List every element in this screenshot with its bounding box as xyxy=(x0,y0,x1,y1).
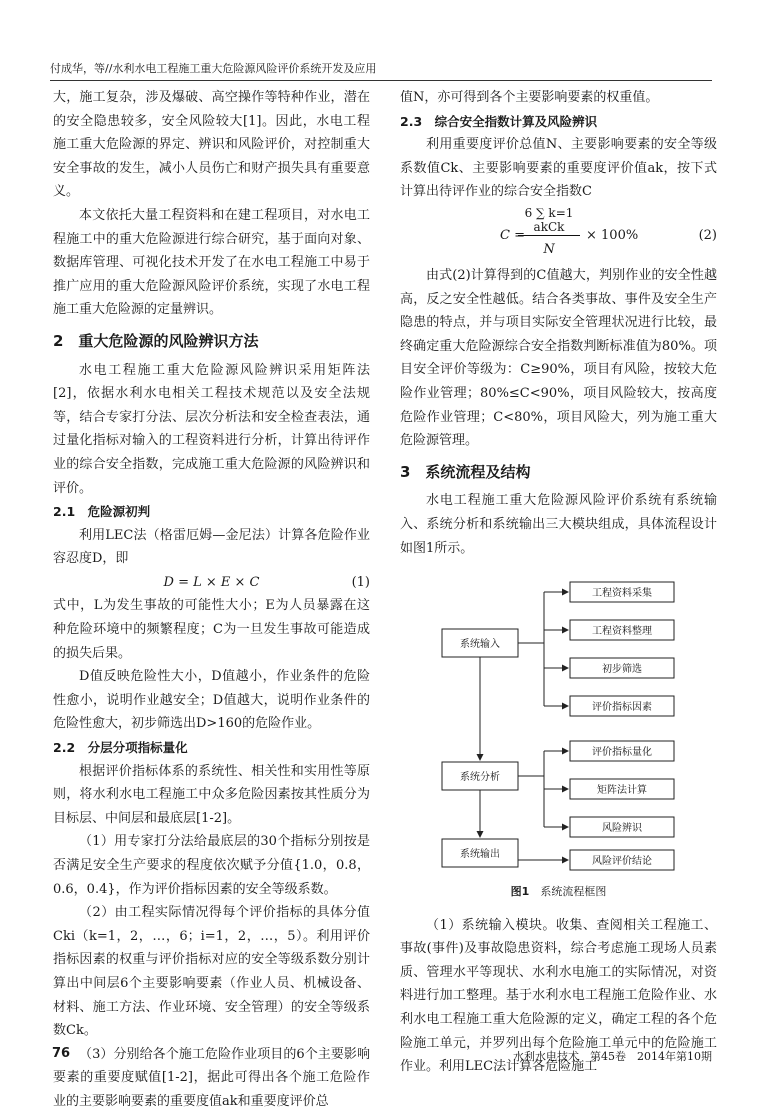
step-label: 工程资料采集 xyxy=(592,588,652,600)
paragraph: 利用重要度评价总值N、主要影响要素的安全等级系数值Ck、主要影响要素的重要度评价值ak，按下式计算出待评作业的综合安全指数C xyxy=(400,137,717,200)
subsection-heading: 2.2 分层分项指标量化 xyxy=(53,740,188,756)
step-label: 矩阵法计算 xyxy=(597,785,647,797)
fraction-bar xyxy=(518,235,580,236)
equation-1 xyxy=(53,571,370,595)
equation-2 xyxy=(400,206,717,262)
step-label: 工程资料整理 xyxy=(592,626,652,638)
equation-rhs: × 100% xyxy=(586,227,639,243)
step-label: 评价指标量化 xyxy=(592,747,652,759)
paragraph: （1）用专家打分法给最底层的30个指标分别按是否满足安全生产要求的程度依次赋予分值{1.0，0.8，0.6，0.4}，作为评价指标因素的安全等级系数。 xyxy=(53,834,370,897)
paragraph: 根据评价指标体系的系统性、相关性和实用性等原则，将水利水电工程施工中众多危险因素按其性质分为目标层、中间层和最底层[1-2]。 xyxy=(53,763,370,826)
paragraph: （3）分别给各个施工危险作业项目的6个主要影响要素的重要度赋值[1-2]，据此可得出各个施工危险作业的主要影响要素的重要度值ak和重要度评价总 xyxy=(53,1046,370,1109)
equation-denominator: N xyxy=(543,241,555,257)
equation-number: (2) xyxy=(698,227,717,243)
section-heading: 3 系统流程及结构 xyxy=(400,462,531,481)
equation-lhs: C = xyxy=(500,227,525,243)
paragraph: （2）由工程实际情况得每个评价指标的具体分值Cki（k=1，2，…，6；i=1，2，…，5）。利用评价指标因素的权重与评价指标对应的安全等级系数分别计算出中间层6个主要影响要素（作业人员、机械设备、材料、施工方法、作业环境、安全管理）的安全等级系数Ck。 xyxy=(53,905,370,1039)
header-rule xyxy=(50,80,712,81)
flowchart xyxy=(420,574,700,874)
paragraph: 式中，L为发生事故的可能性大小；E为人员暴露在这种危险环境中的频繁程度；C为一旦发生事故可能造成的损失后果。 xyxy=(53,598,370,661)
main-label-analysis: 系统分析 xyxy=(460,772,500,784)
equation-body: D = L × E × C xyxy=(163,574,260,590)
step-label: 初步筛选 xyxy=(602,664,642,676)
paragraph: 水电工程施工重大危险源风险辨识采用矩阵法[2]，依据水利水电相关工程技术规范以及安全法规等，结合专家打分法、层次分析法和安全检查表法，通过量化指标对输入的工程资料进行分析，计算出待评作业的综合安全指数，完成施工重大危险源的风险辨识和评价。 xyxy=(53,362,370,496)
subsection-heading: 2.1 危险源初判 xyxy=(53,504,151,520)
subsection-heading: 2.3 综合安全指数计算及风险辨识 xyxy=(400,113,598,129)
paragraph: 大，施工复杂，涉及爆破、高空操作等特种作业，潜在的安全隐患较多，安全风险较大[1]。因此，水电工程施工重大危险源的界定、辨识和风险评价，对控制重大安全事故的发生，减小人员伤亡和财产损失具有重要意义。 xyxy=(53,90,370,200)
paragraph: 值N，亦可得到各个主要影响要素的权重值。 xyxy=(400,90,659,105)
journal-info: 水利水电技术 第45卷 2014年第10期 xyxy=(513,1050,712,1063)
equation-number: (1) xyxy=(351,574,370,590)
paragraph: 利用LEC法（格雷厄姆—金尼法）计算各危险作业容忍度D，即 xyxy=(53,527,370,567)
page-number: 76 xyxy=(52,1046,71,1061)
paragraph: 水电工程施工重大危险源风险评价系统有系统输入、系统分析和系统输出三大模块组成，具体流程设计如图1所示。 xyxy=(400,493,717,556)
figure-label: 图1 xyxy=(510,885,530,899)
figure-title: 系统流程框图 xyxy=(540,885,607,899)
step-label: 评价指标因素 xyxy=(592,702,652,714)
right-column xyxy=(400,86,717,1079)
main-label-input: 系统输入 xyxy=(460,639,500,651)
step-label: 风险辨识 xyxy=(602,823,642,835)
step-label: 风险评价结论 xyxy=(592,856,652,868)
paragraph: 由式(2)计算得到的C值越大，判别作业的安全性越高，反之安全性越低。结合各类事故、事件及安全生产隐患的特点，并与项目实际安全管理状况进行比较，最终确定重大危险源综合安全指数判断标准值为80%。项目安全评价等级为：C≥90%，项目有风险，按较大危险作业管理；80%≤C<90%，项目风险较大，按高度危险作业管理；C<80%，项目风险大，列为施工重大危险源管理。 xyxy=(400,267,717,449)
paragraph: 本文依托大量工程资料和在建工程项目，对水电工程施工中的重大危险源进行综合研究，基于面向对象、数据库管理、可视化技术开发了在水电工程施工中易于推广应用的重大危险源风险评价系统，实现了水电工程施工重大危险源的定量辨识。 xyxy=(53,207,370,318)
paragraph: D值反映危险性大小，D值越小，作业条件的危险性愈小，说明作业越安全；D值越大，说明作业条件的危险性愈大，初步筛选出D>160的危险作业。 xyxy=(53,669,370,732)
main-label-output: 系统输出 xyxy=(460,849,500,861)
running-head: 付成华，等//水利水电工程施工重大危险源风险评价系统开发及应用 xyxy=(50,62,377,75)
figure-caption xyxy=(400,880,717,904)
paragraph: （1）系统输入模块。收集、查阅相关工程施工、事故(事件)及事故隐患资料，综合考虑施工现场人员素质、管理水平等现状、水利水电施工的实际情况，对资料进行加工整理。基于水利水电工程施工危险作业、水利水电工程施工重大危险源的定义，确定工程的各个危险施工单元，并罗列出每个危险施工单元中的危险施工作业。利用LEC法计算各危险施工 xyxy=(400,917,717,1075)
section-heading: 2 重大危险源的风险辨识方法 xyxy=(53,331,259,350)
left-column xyxy=(53,86,370,1114)
equation-numerator: 6 ∑ k=1 akCk xyxy=(524,205,574,234)
